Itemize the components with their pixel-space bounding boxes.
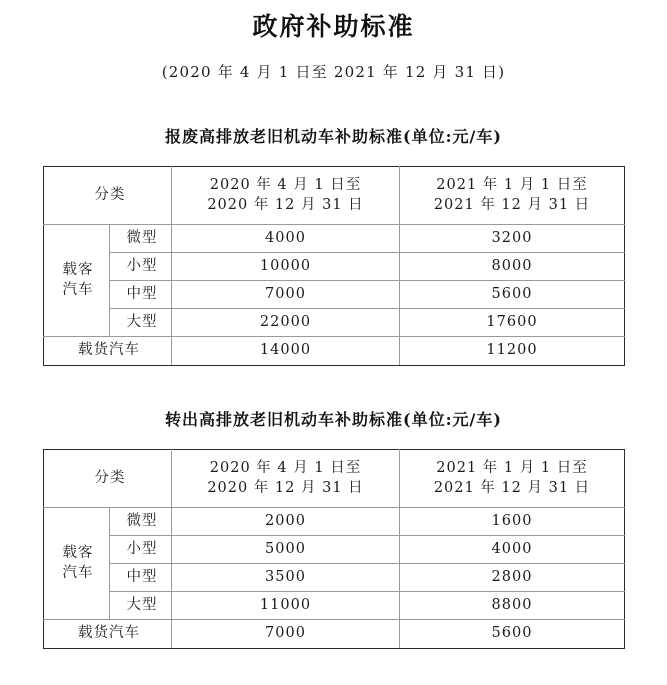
subtype-label: 微型 — [110, 508, 172, 536]
table-row — [44, 620, 625, 649]
group-label-cargo-vehicles: 载货汽车 — [44, 337, 172, 366]
subtype-label: 小型 — [110, 536, 172, 564]
value-period-2: 11200 — [400, 337, 625, 366]
value-period-1: 3500 — [172, 564, 400, 592]
table-row — [44, 337, 625, 366]
header-period-1-line-2: 2020 年 12 月 31 日 — [207, 479, 364, 496]
value-period-1: 14000 — [172, 337, 400, 366]
value-period-1: 11000 — [172, 592, 400, 620]
value-period-2: 8000 — [400, 253, 625, 281]
table-row — [44, 536, 625, 564]
page-subtitle: (2020 年 4 月 1 日至 2021 年 12 月 31 日) — [161, 63, 506, 81]
table-row — [44, 564, 625, 592]
subtype-label: 中型 — [110, 564, 172, 592]
header-category: 分类 — [44, 167, 172, 225]
table-header-row — [44, 450, 625, 508]
table-row — [44, 253, 625, 281]
value-period-2: 5600 — [400, 281, 625, 309]
subtype-label: 大型 — [110, 592, 172, 620]
header-period-1-line-2: 2020 年 12 月 31 日 — [207, 196, 364, 213]
table-row — [44, 309, 625, 337]
value-period-1: 2000 — [172, 508, 400, 536]
subtype-label: 小型 — [110, 253, 172, 281]
table-1-wrapper — [43, 166, 624, 366]
header-category: 分类 — [44, 450, 172, 508]
scrap-subsidy-table — [43, 166, 625, 366]
header-period-1-line-1: 2020 年 4 月 1 日至 — [209, 176, 362, 193]
table-row — [44, 508, 625, 536]
group-label-line-1: 载客 — [62, 544, 94, 561]
value-period-1: 22000 — [172, 309, 400, 337]
table-header-row — [44, 167, 625, 225]
table-2-caption: 转出高排放老旧机动车补助标准(单位:元/车) — [165, 410, 502, 429]
value-period-2: 17600 — [400, 309, 625, 337]
group-label-line-2: 汽车 — [62, 281, 94, 298]
value-period-1: 10000 — [172, 253, 400, 281]
header-period-1-line-1: 2020 年 4 月 1 日至 — [209, 459, 362, 476]
subtype-label: 微型 — [110, 225, 172, 253]
value-period-2: 4000 — [400, 536, 625, 564]
header-period-2-line-2: 2021 年 12 月 31 日 — [433, 196, 591, 213]
transfer-subsidy-table — [43, 449, 625, 649]
value-period-1: 7000 — [172, 620, 400, 649]
table-1-caption: 报废高排放老旧机动车补助标准(单位:元/车) — [165, 127, 502, 146]
subtype-label: 中型 — [110, 281, 172, 309]
header-period-1 — [172, 167, 400, 225]
table-2-wrapper — [43, 449, 624, 649]
value-period-2: 1600 — [400, 508, 625, 536]
header-period-2-line-1: 2021 年 1 月 1 日至 — [436, 176, 588, 193]
subtype-label: 大型 — [110, 309, 172, 337]
group-label-passenger-vehicles — [44, 508, 110, 620]
value-period-2: 3200 — [400, 225, 625, 253]
header-period-2 — [400, 450, 625, 508]
value-period-1: 5000 — [172, 536, 400, 564]
table-row — [44, 281, 625, 309]
group-label-cargo-vehicles: 载货汽车 — [44, 620, 172, 649]
table-row — [44, 225, 625, 253]
value-period-1: 4000 — [172, 225, 400, 253]
table-row — [44, 592, 625, 620]
group-label-line-1: 载客 — [62, 261, 94, 278]
header-period-2 — [400, 167, 625, 225]
group-label-passenger-vehicles — [44, 225, 110, 337]
header-period-2-line-1: 2021 年 1 月 1 日至 — [436, 459, 588, 476]
value-period-2: 8800 — [400, 592, 625, 620]
header-period-2-line-2: 2021 年 12 月 31 日 — [433, 479, 591, 496]
page-title: 政府补助标准 — [252, 12, 415, 41]
group-label-line-2: 汽车 — [62, 564, 94, 581]
header-period-1 — [172, 450, 400, 508]
value-period-2: 5600 — [400, 620, 625, 649]
value-period-1: 7000 — [172, 281, 400, 309]
value-period-2: 2800 — [400, 564, 625, 592]
